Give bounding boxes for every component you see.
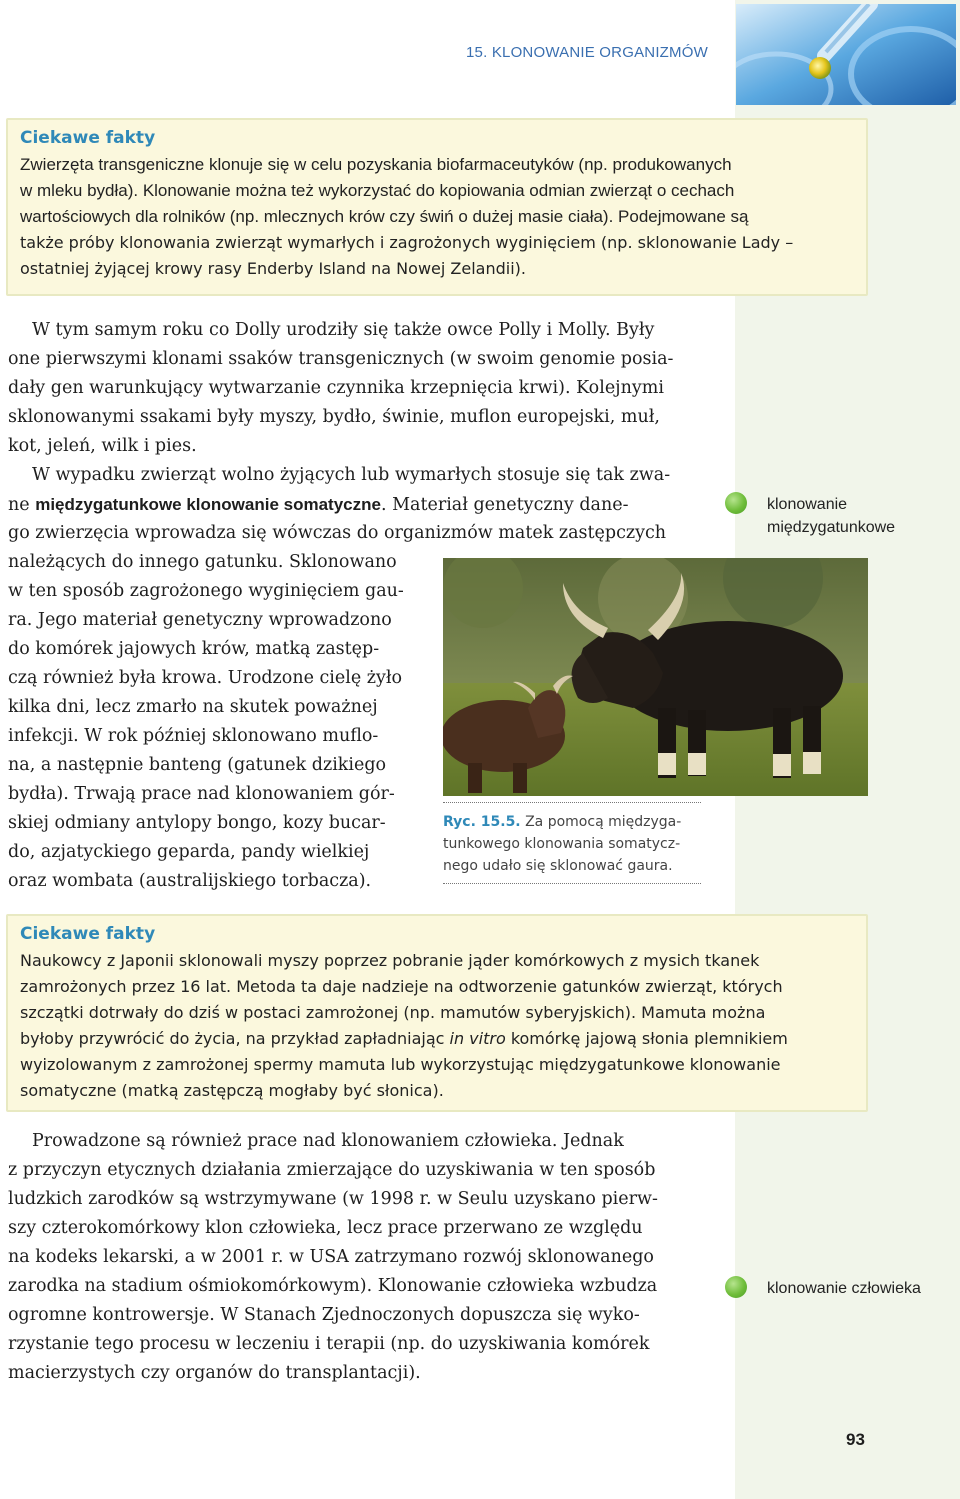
fact-box-line: wyizolowanym z zamrożonej spermy mamuta lub wykorzystując międzygatunkowe klonowanie [20, 1055, 781, 1074]
text-line: sklonowanymi ssakami były myszy, bydło, świnie, muflon europejski, muł, [8, 407, 660, 427]
fact-box-title: Ciekawe fakty [20, 924, 156, 944]
page-number: 93 [846, 1430, 865, 1449]
text-line: go zwierzęcia wprowadza się wówczas do organizmów matek zastępczych [8, 523, 667, 543]
text-line: należących do innego gatunku. Sklonowano [8, 552, 397, 572]
fact-box-line: Zwierzęta transgeniczne klonuje się w celu pozyskania biofarmaceutyków (np. produkowanych [20, 155, 732, 174]
text-line: kilka dni, lecz zmarło na skutek poważnej [8, 697, 378, 717]
fact-box-2 [6, 914, 868, 1112]
caption-line: nego udało się sklonować gaura. [443, 858, 673, 874]
text-line: W tym samym roku co Dolly urodziły się także owce Polly i Molly. Były [32, 320, 655, 340]
text-line: W wypadku zwierząt wolno żyjących lub wymarłych stosuje się tak zwa- [32, 465, 671, 485]
italic-term: in vitro [449, 1029, 506, 1048]
text-line: ludzkich zarodków są wstrzymywane (w 1998 r. w Seulu uzyskano pierw- [8, 1189, 658, 1209]
text-line: macierzystych czy organów do transplantacji). [8, 1363, 421, 1383]
keyword-human-cloning: klonowanie człowieka [767, 1280, 921, 1297]
text-fragment: . Materiał genetyczny dane- [380, 495, 629, 515]
text-line: oraz wombata (australijskiego torbacza). [8, 871, 372, 891]
fact-box-line: wartościowych dla rolników (np. mlecznych krów czy świń o dużej masie ciała). Podejmowane są [20, 207, 749, 226]
text-line: z przyczyn etycznych działania zmierzające do uzyskiwania w ten sposób [8, 1160, 656, 1180]
text-fragment: komórkę jajową słonia plemnikiem [505, 1029, 788, 1048]
fact-box-line: ostatniej żyjącej krowy rasy Enderby Island na Nowej Zelandii). [20, 259, 526, 278]
header-pipette-photo [736, 4, 956, 105]
figure-caption [443, 802, 701, 884]
fact-box-line: także próby klonowania zwierząt wymarłych i zagrożonych wyginięciem (np. sklonowanie Lady – [20, 233, 794, 252]
text-line: skiej odmiany antylopy bongo, kozy bucar- [8, 813, 386, 833]
text-line: czą również była krowa. Urodzone cielę żyło [8, 668, 403, 688]
text-line: na kodeks lekarski, a w 2001 r. w USA zatrzymano rozwój sklonowanego [8, 1247, 654, 1267]
text-line: kot, jeleń, wilk i pies. [8, 436, 197, 456]
fact-box-1 [6, 118, 868, 296]
text-line: ogromne kontrowersje. W Stanach Zjednoczonych dopuszcza się wyko- [8, 1305, 640, 1325]
text-line: Prowadzone są również prace nad klonowaniem człowieka. Jednak [32, 1131, 624, 1151]
caption-line: tunkowego klonowania somatycz- [443, 836, 681, 852]
keyword-bullet-icon [725, 492, 747, 514]
fact-box-line: szczątki dotrwały do dziś w postaci zamrożonej (np. mamutów syberyjskich). Mamuta można [20, 1003, 766, 1022]
caption-text: Za pomocą międzyga- [520, 814, 682, 830]
fact-box-line-with-italic [20, 1026, 788, 1052]
fact-box-line: w mleku bydła). Klonowanie można też wykorzystać do kopiowania odmian zwierząt o cechach [20, 181, 735, 200]
keyword-line: międzygatunkowe [767, 519, 896, 536]
fact-box-line: zamrożonych przez 16 lat. Metoda ta daje nadzieje na odtworzenie gatunków zwierząt, których [20, 977, 783, 996]
text-line: w ten sposób zagrożonego wyginięciem gau- [8, 581, 404, 601]
text-line: one pierwszymi klonami ssaków transgenicznych (w swoim genomie posia- [8, 349, 674, 369]
figure-label: Ryc. 15.5. [443, 814, 521, 830]
bold-term: międzygatunkowe klonowanie somatyczne [35, 495, 381, 514]
text-line: zarodka na stadium ośmiokomórkowym). Klonowanie człowieka wzbudza [8, 1276, 658, 1296]
gaur-photo [443, 558, 868, 796]
text-fragment: byłoby przywrócić do życia, na przykład zapładniając [20, 1029, 450, 1048]
fact-box-title: Ciekawe fakty [20, 128, 156, 148]
text-line: infekcji. W rok później sklonowano muflo- [8, 726, 379, 746]
text-line: do komórek jajowych krów, matką zastęp- [8, 639, 380, 659]
text-fragment: ne [8, 495, 36, 515]
fact-box-line: somatyczne (matką zastępczą mogłaby być słonica). [20, 1081, 444, 1100]
keyword-bullet-icon [725, 1276, 747, 1298]
text-line: bydła). Trwają prace nad klonowaniem gór- [8, 784, 395, 804]
chapter-header: 15. KLONOWANIE ORGANIZMÓW [466, 44, 708, 61]
text-line-with-term [8, 490, 629, 520]
fact-box-line: Naukowcy z Japonii sklonowali myszy poprzez pobranie jąder komórkowych z mysich tkanek [20, 951, 760, 970]
caption-line [443, 811, 701, 833]
text-line: do, azjatyckiego geparda, pandy wielkiej [8, 842, 370, 862]
text-line: na, a następnie banteng (gatunek dzikiego [8, 755, 387, 775]
text-line: rzystanie tego procesu w leczeniu i terapii (np. do uzyskiwania komórek [8, 1334, 650, 1354]
keyword-line: klonowanie [767, 496, 848, 513]
keyword-interspecies-cloning [767, 493, 895, 539]
text-line: dały gen warunkujący wytwarzanie czynnika krzepnięcia krwi). Kolejnymi [8, 378, 664, 398]
text-line: ra. Jego materiał genetyczny wprowadzono [8, 610, 392, 630]
text-line: szy czterokomórkowy klon człowieka, lecz prace przerwano ze względu [8, 1218, 643, 1238]
